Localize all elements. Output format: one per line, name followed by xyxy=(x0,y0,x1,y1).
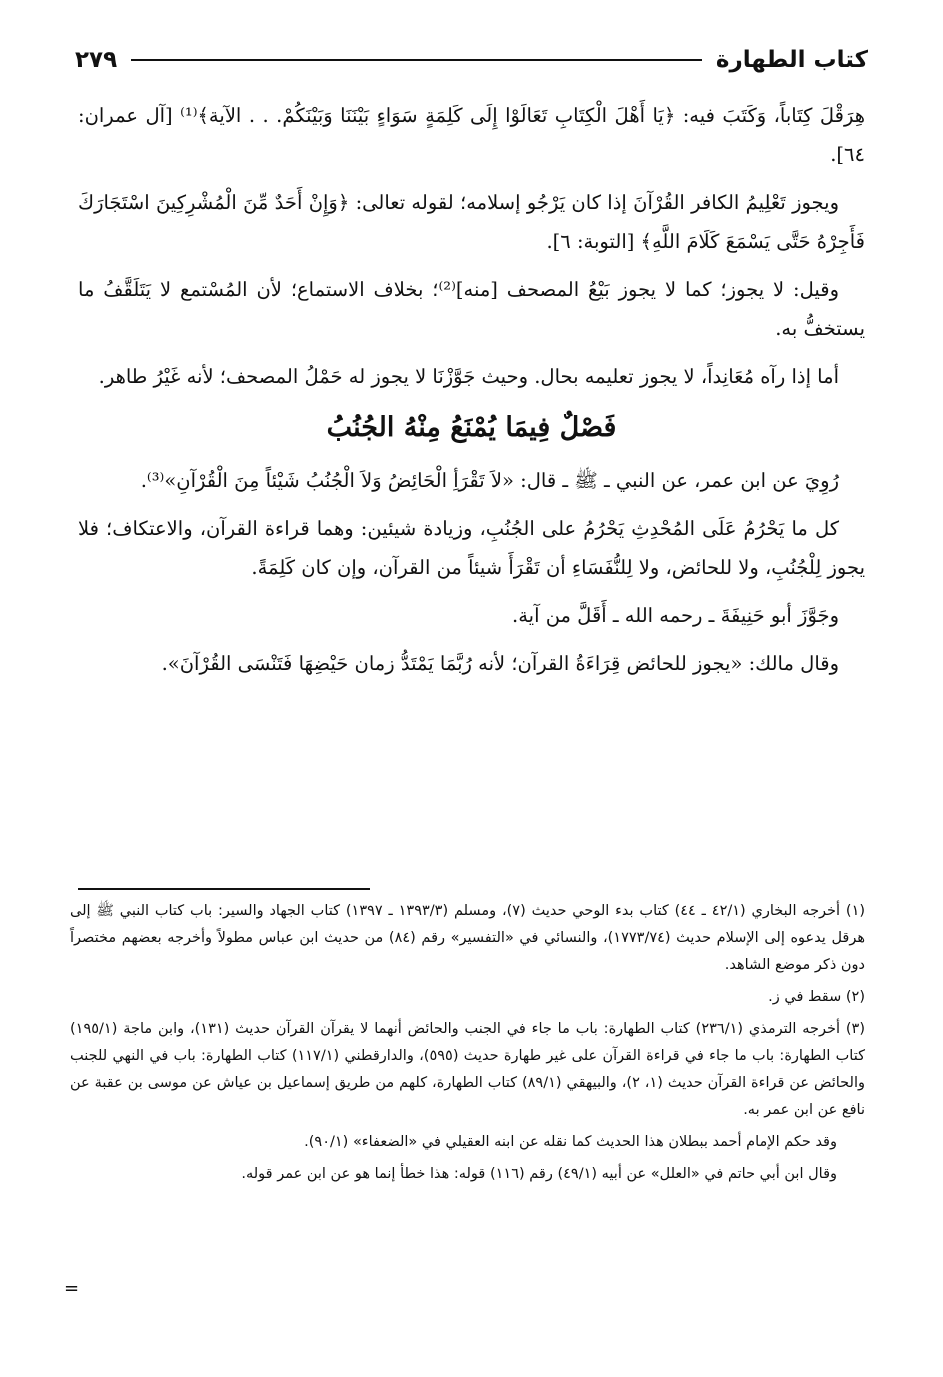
footnote-continuation: وقد حكم الإمام أحمد ببطلان هذا الحديث كما نقله عن ابنه العقيلي في «الضعفاء» (٩٠/١). xyxy=(304,1134,837,1150)
paragraph: وقال مالك: «يجوز للحائض قِرَاءَةُ القرآن؛ لأنه رُبَّمَا يَمْتَدُّ زمان حَيْضِهَا فَتَنْسَى القُرْآنَ». xyxy=(161,652,839,675)
main-text xyxy=(78,96,865,692)
book-title: كتاب الطهارة xyxy=(715,47,868,73)
footnote: (٢) سقط في ز. xyxy=(768,989,865,1005)
footnote-continuation: وقال ابن أبي حاتم في «العلل» عن أبيه (٤٩/١) رقم (١١٦) قوله: هذا خطأ إنما هو عن ابن عمر قوله. xyxy=(241,1166,837,1182)
footnote: (١) أخرجه البخاري (٤٢/١ ـ ٤٤) كتاب بدء الوحي حديث (٧)، ومسلم (١٣٩٣/٣ ـ ١٣٩٧) كتاب الجهاد والسير: باب كتاب النبي ﷺ إلى هرقل يدعوه إلى الإسلام حديث (١٧٧٣/٧٤)، والنسائي في «التفسير» رقم (٨٤) من حديث ابن عباس مطولاً وأخرجه بعضهم مختصراً دون ذكر موضع الشاهد. xyxy=(70,903,866,973)
paragraph: وقيل: لا يجوز؛ كما لا يجوز بَيْعُ المصحف [منه]⁽²⁾؛ بخلاف الاستماع؛ لأن المُسْتمع لا يَتَلَقَّفُ ما يستخفُّ به. xyxy=(78,278,865,340)
header-rule xyxy=(131,59,702,61)
footnotes xyxy=(70,898,865,1193)
paragraph: وجَوَّزَ أبو حَنِيفَةَ ـ رحمه الله ـ أَقَلَّ من آية. xyxy=(512,604,839,627)
paragraph: أما إذا رآه مُعَانِداً، لا يجوز تعليمه بحال. وحيث جَوَّزْنَا لا يجوز له حَمْلُ المصحف؛ لأنه غَيْرُ طاهر. xyxy=(98,365,839,388)
paragraph: هِرَقْلَ كِتَاباً، وَكَتَبَ فيه: ﴿يَا أَهْلَ الْكِتَابِ تَعَالَوْا إِلَى كَلِمَةٍ سَوَاءٍ بَيْنَنَا وَبَيْنَكُمْ. . . الآية﴾⁽¹⁾ [آل عمران: ٦٤]. xyxy=(78,104,865,166)
running-header xyxy=(75,40,868,80)
page-number: ٢٧٩ xyxy=(75,47,118,73)
footnote: (٣) أخرجه الترمذي (٢٣٦/١) كتاب الطهارة: باب ما جاء في الجنب والحائض أنهما لا يقرآن القرآن حديث (١٣١)، وابن ماجة (١٩٥/١) كتاب الطهارة: باب ما جاء في قراءة القرآن على غير طهارة حديث (٥٩٥)، والدارقطني (١١٧/١) كتاب الطهارة: باب في النهي للجنب والحائض عن قراءة القرآن حديث (١، ٢)، والبيهقي (٨٩/١) كتاب الطهارة، كلهم من طريق إسماعيل بن عياش عن موسى بن عقبة عن نافع عن ابن عمر به. xyxy=(70,1021,865,1118)
paragraph: رُوِيَ عن ابن عمر، عن النبي ـ ﷺ ـ قال: «لاَ تَقْرَأِ الْحَائِضُ وَلاَ الْجُنُبُ شَيْئاً مِنَ الْقُرْآنِ»⁽³⁾. xyxy=(140,469,839,492)
footnote-separator xyxy=(78,888,370,890)
paragraph: كل ما يَحْرُمُ عَلَى المُحْدِثِ يَحْرُمُ على الجُنُبِ، وزيادة شيئين: وهما قراءة القرآن، والاعتكاف؛ فلا يجوز لِلْجُنُبِ، ولا للحائض، ولا لِلنُّفَسَاءِ أن تَقْرَأَ شيئاً من القرآن، وإن كان كَلِمَةً. xyxy=(78,517,865,579)
paragraph: ويجوز تَعْلِيمُ الكافر القُرْآنَ إذا كان يَرْجُو إسلامه؛ لقوله تعالى: ﴿وَإِنْ أَحَدٌ مِّنَ الْمُشْرِكِينَ اسْتَجَارَكَ فَأَجِرْهُ حَتَّى يَسْمَعَ كَلَامَ اللَّهِ﴾ [التوبة: ٦]. xyxy=(78,191,865,253)
section-heading: فَصْلٌ فِيمَا يُمْنَعُ مِنْهُ الجُنُبُ xyxy=(326,412,617,443)
continuation-mark: = xyxy=(64,1278,80,1299)
